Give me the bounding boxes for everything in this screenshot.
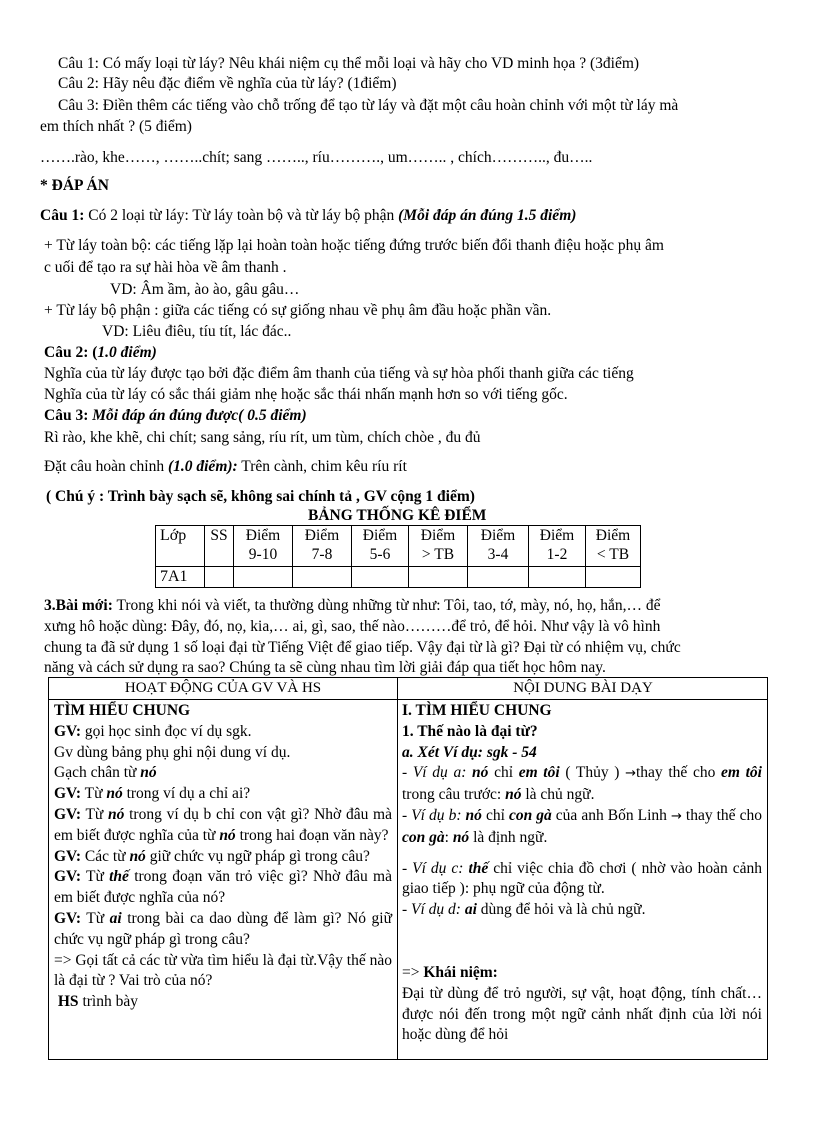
answer-1-label: Câu 1:	[40, 207, 85, 224]
content-example-title: a. Xét Ví dụ: sgk - 54	[402, 743, 537, 761]
question-1: Câu 1: Có mấy loại từ láy? Nêu khái niệm cụ thể mỗi loại và hãy cho VD minh họa ? (3điểm)	[58, 55, 640, 72]
stats-header-cell: Điểm 1-2	[529, 526, 586, 567]
answer-3-line-2	[44, 457, 407, 476]
answer-2-label: Câu 2: (	[44, 344, 98, 361]
example-a: - Ví dụ a: nó chỉ em tôi ( Thủy ) →thay thế cho em tôi trong câu trước: nó là chủ ngữ.	[402, 764, 762, 804]
spacer	[402, 921, 762, 963]
arrow-icon: →	[670, 808, 682, 824]
answer-1-score: (Mỗi đáp án đúng 1.5 điểm)	[398, 207, 577, 224]
activity-item: => Gọi tất cả các từ vừa tìm hiểu là đại từ.Vậy thế nào là đại từ ? Vai trò của nó?	[54, 951, 392, 990]
example-d: - Ví dụ d: ai dùng để hỏi và là chủ ngữ.	[402, 901, 646, 919]
activity-heading: TÌM HIỂU CHUNG	[54, 702, 191, 719]
stats-cell	[352, 567, 409, 588]
stats-cell	[293, 567, 352, 588]
activity-item: GV: Từ nó trong ví dụ a chỉ ai?	[54, 785, 251, 803]
question-2: Câu 2: Hãy nêu đặc điểm về nghĩa của từ láy? (1điểm)	[58, 75, 397, 92]
lesson-intro-line-3: chung ta đã sử dụng 1 số loại đại từ Tiếng Việt để giao tiếp. Vậy đại từ là gì? Đại từ có nhiệm vụ, chức	[44, 639, 681, 656]
activity-item: Gạch chân từ nó	[54, 764, 157, 782]
stats-header-cell: Điểm 9-10	[234, 526, 293, 567]
header-divider	[49, 699, 767, 700]
answer-heading: * ĐÁP ÁN	[40, 177, 109, 194]
activity-item: HS trình bày	[57, 993, 138, 1011]
arrow-icon: →	[625, 766, 636, 782]
question-3-line-2: em thích nhất ? (5 điểm)	[40, 118, 192, 135]
stats-header-cell: SS	[205, 526, 234, 567]
stats-header-cell: Điểm < TB	[586, 526, 641, 567]
example-c: - Ví dụ c: thế chỉ việc chia đồ chơi ( nhờ vào hoàn cảnh giao tiếp ): phụ ngữ của động từ.	[402, 859, 763, 898]
answer-1-line-2: c uối để tạo ra sự hài hòa về âm thanh .	[44, 259, 287, 276]
answer-1-line-4: + Từ láy bộ phận : giữa các tiếng có sự giống nhau về phụ âm đầu hoặc phần vần.	[44, 302, 552, 319]
bonus-note: ( Chú ý : Trình bày sạch sẽ, không sai chính tả , GV cộng 1 điểm)	[46, 488, 475, 505]
stats-data-row	[156, 567, 641, 588]
content-subheading: 1. Thế nào là đại từ?	[402, 722, 538, 740]
activity-item: GV: Từ nó trong ví dụ b chỉ con vật gì? Nhờ đâu mà em biết được nghĩa của từ nó trong hai đoạn văn này?	[54, 805, 392, 844]
stats-header-cell: Điểm 3-4	[468, 526, 529, 567]
stats-header-cell: Điểm 7-8	[293, 526, 352, 567]
activity-item: GV: gọi học sinh đọc ví dụ sgk.	[54, 722, 252, 740]
stats-class-cell: 7A1	[156, 567, 205, 588]
stats-cell	[529, 567, 586, 588]
content-heading: I. TÌM HIỂU CHUNG	[402, 702, 552, 719]
stats-cell	[205, 567, 234, 588]
answer-1-text: Có 2 loại từ láy: Từ láy toàn bộ và từ láy bộ phận	[84, 207, 399, 224]
question-3-line-1: Câu 3: Điền thêm các tiếng vào chỗ trống để tạo từ láy và đặt một câu hoàn chỉnh với một từ láy mà	[58, 97, 679, 114]
answer-2-line-2: Nghĩa của từ láy có sắc thái giảm nhẹ hoặc sắc thái nhấn mạnh hơn so với tiếng gốc.	[44, 386, 568, 403]
answer-2-line-1: Nghĩa của từ láy được tạo bởi đặc điểm âm thanh của tiếng và sự hòa phối thanh giữa các tiếng	[44, 365, 634, 382]
lesson-label: 3.Bài mới:	[44, 597, 113, 614]
stats-header-row	[156, 526, 641, 567]
answer-2-title	[44, 343, 157, 362]
header-content: NỘI DUNG BÀI DẠY	[513, 680, 653, 696]
lesson-table	[48, 677, 768, 1060]
answer-3-sentence-score: (1.0 điểm):	[167, 458, 238, 475]
stats-cell	[409, 567, 468, 588]
stats-cell	[586, 567, 641, 588]
answer-1-example-2: VD: Liêu điêu, tíu tít, lác đác..	[102, 323, 292, 340]
score-stats-table	[155, 525, 641, 588]
stats-title: BẢNG THỐNG KÊ ĐIỂM	[308, 507, 487, 524]
example-b: - Ví dụ b: nó chỉ con gà của anh Bốn Linh → thay thế cho con gà: nó là định ngữ.	[402, 806, 762, 846]
answer-3-label: Câu 3:	[44, 407, 93, 424]
answer-2-score: 1.0 điểm)	[97, 344, 157, 361]
fill-blanks: …….rào, khe……, ……..chít; sang …….., ríu………., um…….. , chích……….., đu…..	[40, 149, 593, 166]
lesson-intro-line-1: 3.Bài mới: Trong khi nói và viết, ta thường dùng những từ như: Tôi, tao, tớ, mày, nó, họ, hắn,… để	[44, 597, 661, 614]
stats-header-cell: Lớp	[156, 526, 205, 567]
answer-3-line-1: Rì rào, khe khẽ, chi chít; sang sảng, ríu rít, um tùm, chích chòe , đu đủ	[44, 429, 481, 446]
concept-definition: Đại từ dùng để trỏ người, sự vật, hoạt động, tính chất…được nói đến trong một ngữ cảnh nhất định của lời nói hoặc dùng để hỏi	[402, 984, 762, 1044]
spacer	[402, 849, 762, 859]
stats-cell	[468, 567, 529, 588]
answer-3-sentence: Trên cành, chim kêu ríu rít	[237, 458, 407, 475]
concept-heading: => Khái niệm:	[402, 963, 498, 981]
answer-3-title	[44, 406, 307, 425]
activity-item: GV: Từ thế trong đoạn văn trỏ việc gì? Nhờ đâu mà em biết được nghĩa của nó?	[54, 868, 392, 907]
answer-1-example-1: VD: Âm ầm, ào ào, gâu gâu…	[110, 281, 300, 298]
column-divider	[397, 678, 398, 1059]
stats-cell	[234, 567, 293, 588]
content-column	[402, 701, 762, 1046]
header-activities: HOẠT ĐỘNG CỦA GV VÀ HS	[124, 680, 322, 696]
stats-header-cell: Điểm 5-6	[352, 526, 409, 567]
answer-3-score: Mỗi đáp án đúng được( 0.5 điểm)	[92, 407, 307, 424]
lesson-intro-line-2: xưng hô hoặc dùng: Đây, đó, nọ, kia,… ai, gì, sao, thế nào………để trỏ, để hỏi. Như vậy là vô hình	[44, 618, 661, 635]
answer-1-line-1: + Từ láy toàn bộ: các tiếng lặp lại hoàn toàn hoặc tiếng đứng trước biến đổi thanh điệu hoặc phụ âm	[44, 237, 664, 254]
answer-1-title	[40, 206, 576, 225]
activity-item: GV: Từ ai trong bài ca dao dùng để làm gì? Nó giữ chức vụ ngữ pháp gì trong câu?	[54, 909, 392, 948]
lesson-intro-line-4: năng và cách sử dụng ra sao? Chúng ta sẽ cùng nhau tìm lời giải đáp qua tiết học hôm nay.	[44, 659, 606, 676]
stats-header-cell: Điểm > TB	[409, 526, 468, 567]
activity-item: GV: Các từ nó giữ chức vụ ngữ pháp gì trong câu?	[54, 847, 370, 865]
activity-item: Gv dùng bảng phụ ghi nội dung ví dụ.	[54, 743, 291, 761]
activities-column	[54, 701, 392, 1013]
answer-3-sentence-label: Đặt câu hoàn chỉnh	[44, 458, 168, 475]
